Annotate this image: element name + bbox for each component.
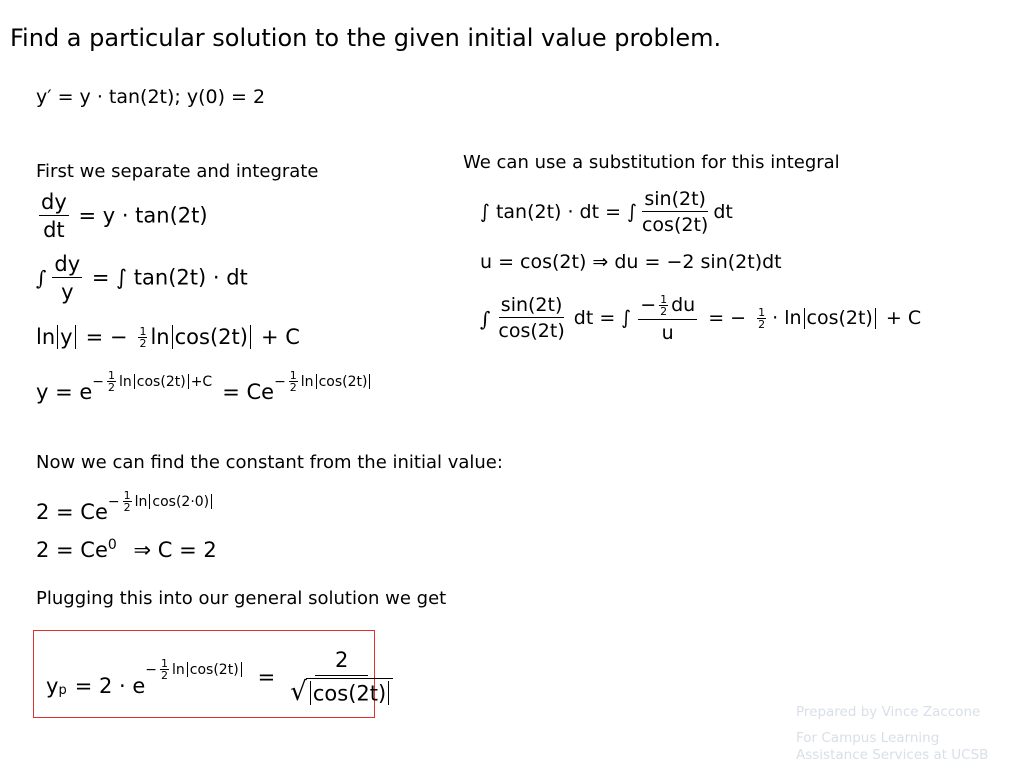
ln-arg: cos(2t) <box>806 307 873 329</box>
substitution-line-3 <box>480 294 929 343</box>
y-variable: y <box>46 674 59 699</box>
frac-num: dy <box>54 252 81 276</box>
separate-caption: First we separate and integrate <box>36 161 319 182</box>
ln-text: ln <box>36 324 56 349</box>
y-equals-e: y = e <box>36 380 93 404</box>
exponent-zero: 0 <box>107 537 117 553</box>
neg-sign: − <box>274 373 286 390</box>
exponent <box>145 658 243 681</box>
exponent <box>108 490 214 513</box>
frac-den: cos(2t) <box>498 320 565 342</box>
half-den: 2 <box>289 381 297 394</box>
half-den: 2 <box>139 336 147 350</box>
var-y: y <box>60 324 73 349</box>
final-caption: Plugging this into our general solution we get <box>36 588 447 609</box>
equals-neg: = − <box>708 307 747 329</box>
ln-arg: cos(2t) <box>189 661 239 678</box>
half-den: 2 <box>660 305 668 318</box>
integral-sign: ∫ <box>36 265 47 290</box>
exponent-2 <box>274 370 372 393</box>
equals-two-e: = 2 · e <box>74 674 146 699</box>
plus-c: +C <box>190 373 213 390</box>
equation-exponential <box>36 370 372 403</box>
footer-org-2: Assistance Services at UCSB <box>796 747 989 763</box>
half-num: 1 <box>123 489 131 502</box>
half-den: 2 <box>123 501 131 514</box>
ln-arg: cos(2t) <box>136 373 186 390</box>
problem-statement: y′ = y · tan(2t); y(0) = 2 <box>36 86 266 108</box>
constant-line-1 <box>36 490 214 523</box>
frac-num: 2 <box>315 650 368 676</box>
c-equals-two: ⇒ C = 2 <box>133 538 217 562</box>
ln-arg: cos(2t) <box>318 373 368 390</box>
footer-credit: Prepared by Vince Zaccone <box>796 704 981 720</box>
frac-den: dt <box>43 218 65 242</box>
neg-sign: − <box>640 294 657 316</box>
equals-neg: = − <box>85 324 128 349</box>
plus-c: + C <box>260 324 300 349</box>
frac-num: sin(2t) <box>500 294 563 316</box>
ln-arg: cos(2t) <box>174 324 248 349</box>
ln-text: ln <box>150 324 170 349</box>
half-num: 1 <box>161 657 169 671</box>
dt-text: dt <box>713 201 733 223</box>
substitution-caption: We can use a substitution for this integral <box>463 152 840 173</box>
ln-text: ln <box>119 373 132 390</box>
half-den: 2 <box>758 318 766 331</box>
frac-den: u <box>661 322 674 344</box>
equation-log <box>36 325 308 349</box>
half-num: 1 <box>758 306 766 319</box>
frac-num: sin(2t) <box>644 188 706 210</box>
frac-den: cos(2t) <box>641 214 709 236</box>
two-equals-ce: 2 = Ce <box>36 538 108 562</box>
ln-arg: cos(2·0) <box>152 493 210 510</box>
ln-text: ln <box>172 661 185 678</box>
frac-den: y <box>61 280 74 304</box>
half-num: 1 <box>660 293 668 306</box>
equals: = <box>91 265 110 290</box>
integral-sign: ∫ <box>480 306 491 331</box>
half-num: 1 <box>289 369 297 382</box>
lhs-group <box>46 658 244 697</box>
two-equals-ce: 2 = Ce <box>36 500 108 524</box>
neg-sign: − <box>107 493 120 510</box>
ln-text: ln <box>300 373 314 390</box>
ln-text: ln <box>134 493 148 510</box>
equation-rhs: ∫ tan(2t) · dt <box>116 265 248 290</box>
subscript-p: p <box>58 683 67 699</box>
constant-line-2 <box>36 538 217 561</box>
equation-rhs: = y · tan(2t) <box>78 203 208 228</box>
substitution-line-2: u = cos(2t) ⇒ du = −2 sin(2t)dt <box>480 251 782 273</box>
constant-caption: Now we can find the constant from the initial value: <box>36 452 503 473</box>
half-num: 1 <box>108 369 116 382</box>
ln-text: · ln <box>772 307 802 329</box>
du-text: du <box>671 294 696 316</box>
dt-equals: dt = ∫ <box>573 307 632 329</box>
radicand-arg: cos(2t) <box>312 681 387 706</box>
half-den: 2 <box>108 381 116 394</box>
equals-ce: = Ce <box>222 380 275 404</box>
half-den: 2 <box>161 669 169 683</box>
exponent-1 <box>92 370 212 393</box>
plus-c: + C <box>885 307 922 329</box>
footer-org-1: For Campus Learning <box>796 730 940 746</box>
half-num: 1 <box>139 324 147 338</box>
frac-num: dy <box>41 190 67 214</box>
integral-expression: ∫ tan(2t) · dt = ∫ <box>480 201 637 223</box>
page-title: Find a particular solution to the given initial value problem. <box>10 24 722 52</box>
substitution-line-1 <box>480 190 733 235</box>
neg-sign: − <box>92 373 105 390</box>
equals: = <box>257 665 276 690</box>
final-answer: y p = 2 · e − $\frac{1}{2}$ ln cos(2t) = 2 √ cos(2t) <box>46 640 398 705</box>
equation-separated <box>36 192 208 241</box>
equation-integrate <box>36 254 248 303</box>
neg-sign: − <box>145 661 158 678</box>
